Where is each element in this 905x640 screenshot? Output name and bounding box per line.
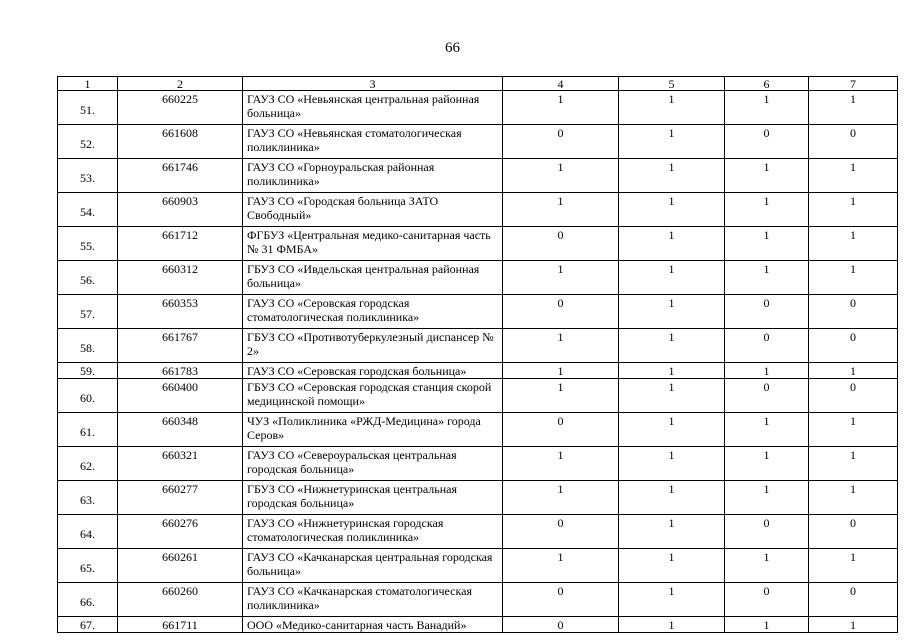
row-value-col4: 0 bbox=[503, 617, 619, 633]
row-number: 53. bbox=[58, 159, 118, 193]
row-organization-name: ГАУЗ СО «Невьянская центральная районная больница» bbox=[243, 91, 503, 125]
row-code: 661783 bbox=[118, 363, 243, 379]
row-value-col5: 1 bbox=[619, 295, 725, 329]
table-row bbox=[58, 481, 898, 515]
row-value-col4: 0 bbox=[503, 583, 619, 617]
row-value-col5: 1 bbox=[619, 159, 725, 193]
row-value-col4: 1 bbox=[503, 261, 619, 295]
row-organization-name: ООО «Медико-санитарная часть Ванадий» bbox=[243, 617, 503, 633]
table-row bbox=[58, 91, 898, 125]
row-code: 661746 bbox=[118, 159, 243, 193]
row-code: 660353 bbox=[118, 295, 243, 329]
row-value-col4: 1 bbox=[503, 549, 619, 583]
row-value-col7: 0 bbox=[809, 515, 898, 549]
row-value-col4: 1 bbox=[503, 159, 619, 193]
row-code: 661608 bbox=[118, 125, 243, 159]
row-value-col7: 1 bbox=[809, 617, 898, 633]
row-value-col5: 1 bbox=[619, 549, 725, 583]
row-value-col5: 1 bbox=[619, 363, 725, 379]
row-value-col5: 1 bbox=[619, 261, 725, 295]
row-value-col5: 1 bbox=[619, 125, 725, 159]
row-value-col7: 1 bbox=[809, 261, 898, 295]
column-header: 1 bbox=[58, 77, 118, 91]
row-number: 60. bbox=[58, 379, 118, 413]
row-code: 661711 bbox=[118, 617, 243, 633]
row-code: 660225 bbox=[118, 91, 243, 125]
row-value-col5: 1 bbox=[619, 329, 725, 363]
row-value-col4: 0 bbox=[503, 295, 619, 329]
row-organization-name: ГАУЗ СО «Горноуральская районная поликлиника» bbox=[243, 159, 503, 193]
row-value-col4: 1 bbox=[503, 363, 619, 379]
row-number: 67. bbox=[58, 617, 118, 633]
row-value-col5: 1 bbox=[619, 583, 725, 617]
table-row bbox=[58, 193, 898, 227]
row-organization-name: ГАУЗ СО «Североуральская центральная городская больница» bbox=[243, 447, 503, 481]
row-value-col5: 1 bbox=[619, 379, 725, 413]
row-organization-name: ГАУЗ СО «Городская больница ЗАТО Свободный» bbox=[243, 193, 503, 227]
row-value-col6: 1 bbox=[725, 617, 809, 633]
row-value-col5: 1 bbox=[619, 617, 725, 633]
row-organization-name: ФГБУЗ «Центральная медико-санитарная часть № 31 ФМБА» bbox=[243, 227, 503, 261]
row-value-col6: 1 bbox=[725, 481, 809, 515]
row-value-col7: 1 bbox=[809, 481, 898, 515]
row-code: 660312 bbox=[118, 261, 243, 295]
row-value-col7: 1 bbox=[809, 159, 898, 193]
table-row bbox=[58, 447, 898, 481]
row-value-col4: 1 bbox=[503, 91, 619, 125]
column-header: 5 bbox=[619, 77, 725, 91]
row-value-col6: 1 bbox=[725, 363, 809, 379]
row-value-col5: 1 bbox=[619, 91, 725, 125]
row-organization-name: ЧУЗ «Поликлиника «РЖД-Медицина» города Серов» bbox=[243, 413, 503, 447]
row-value-col6: 1 bbox=[725, 193, 809, 227]
row-number: 52. bbox=[58, 125, 118, 159]
table-row bbox=[58, 617, 898, 633]
row-value-col6: 0 bbox=[725, 295, 809, 329]
row-value-col4: 1 bbox=[503, 481, 619, 515]
row-organization-name: ГАУЗ СО «Качканарская центральная городская больница» bbox=[243, 549, 503, 583]
row-organization-name: ГБУЗ СО «Нижнетуринская центральная городская больница» bbox=[243, 481, 503, 515]
table-row bbox=[58, 515, 898, 549]
row-value-col7: 1 bbox=[809, 91, 898, 125]
row-value-col7: 0 bbox=[809, 379, 898, 413]
table-row bbox=[58, 125, 898, 159]
row-value-col7: 0 bbox=[809, 295, 898, 329]
row-value-col7: 0 bbox=[809, 329, 898, 363]
row-value-col6: 1 bbox=[725, 91, 809, 125]
row-value-col6: 0 bbox=[725, 329, 809, 363]
table-row bbox=[58, 159, 898, 193]
row-value-col6: 1 bbox=[725, 413, 809, 447]
row-number: 54. bbox=[58, 193, 118, 227]
row-value-col6: 1 bbox=[725, 159, 809, 193]
table-row bbox=[58, 549, 898, 583]
row-value-col4: 0 bbox=[503, 413, 619, 447]
table-row bbox=[58, 329, 898, 363]
row-organization-name: ГАУЗ СО «Серовская городская больница» bbox=[243, 363, 503, 379]
table-row bbox=[58, 413, 898, 447]
row-value-col6: 1 bbox=[725, 261, 809, 295]
row-number: 59. bbox=[58, 363, 118, 379]
row-value-col7: 0 bbox=[809, 125, 898, 159]
table-header-row bbox=[58, 77, 898, 91]
row-value-col4: 1 bbox=[503, 329, 619, 363]
row-value-col4: 1 bbox=[503, 379, 619, 413]
row-number: 57. bbox=[58, 295, 118, 329]
row-value-col7: 0 bbox=[809, 583, 898, 617]
row-value-col5: 1 bbox=[619, 515, 725, 549]
table-row bbox=[58, 261, 898, 295]
row-code: 660277 bbox=[118, 481, 243, 515]
row-number: 61. bbox=[58, 413, 118, 447]
row-code: 660260 bbox=[118, 583, 243, 617]
row-value-col7: 1 bbox=[809, 363, 898, 379]
row-code: 660903 bbox=[118, 193, 243, 227]
row-value-col4: 0 bbox=[503, 515, 619, 549]
row-number: 51. bbox=[58, 91, 118, 125]
table-row bbox=[58, 583, 898, 617]
row-value-col5: 1 bbox=[619, 227, 725, 261]
row-number: 56. bbox=[58, 261, 118, 295]
column-header: 2 bbox=[118, 77, 243, 91]
row-number: 63. bbox=[58, 481, 118, 515]
row-value-col7: 1 bbox=[809, 447, 898, 481]
row-value-col6: 0 bbox=[725, 379, 809, 413]
column-header: 4 bbox=[503, 77, 619, 91]
row-value-col4: 1 bbox=[503, 193, 619, 227]
row-value-col6: 0 bbox=[725, 583, 809, 617]
row-value-col7: 1 bbox=[809, 193, 898, 227]
row-value-col6: 1 bbox=[725, 227, 809, 261]
row-organization-name: ГАУЗ СО «Серовская городская стоматологическая поликлиника» bbox=[243, 295, 503, 329]
organizations-table bbox=[57, 76, 898, 633]
page-number: 66 bbox=[445, 40, 460, 56]
table-row bbox=[58, 379, 898, 413]
row-value-col6: 0 bbox=[725, 125, 809, 159]
row-organization-name: ГАУЗ СО «Невьянская стоматологическая поликлиника» bbox=[243, 125, 503, 159]
table-row bbox=[58, 295, 898, 329]
row-value-col5: 1 bbox=[619, 447, 725, 481]
row-value-col5: 1 bbox=[619, 481, 725, 515]
row-value-col7: 1 bbox=[809, 227, 898, 261]
column-header: 6 bbox=[725, 77, 809, 91]
row-code: 660348 bbox=[118, 413, 243, 447]
row-value-col4: 0 bbox=[503, 227, 619, 261]
row-value-col6: 0 bbox=[725, 515, 809, 549]
row-number: 62. bbox=[58, 447, 118, 481]
column-header: 7 bbox=[809, 77, 898, 91]
row-value-col5: 1 bbox=[619, 193, 725, 227]
row-number: 66. bbox=[58, 583, 118, 617]
row-number: 64. bbox=[58, 515, 118, 549]
row-organization-name: ГБУЗ СО «Ивдельская центральная районная больница» bbox=[243, 261, 503, 295]
row-code: 660321 bbox=[118, 447, 243, 481]
row-value-col4: 0 bbox=[503, 125, 619, 159]
row-value-col6: 1 bbox=[725, 447, 809, 481]
row-code: 660400 bbox=[118, 379, 243, 413]
row-code: 661767 bbox=[118, 329, 243, 363]
row-number: 58. bbox=[58, 329, 118, 363]
row-number: 55. bbox=[58, 227, 118, 261]
table-row bbox=[58, 227, 898, 261]
row-organization-name: ГАУЗ СО «Качканарская стоматологическая поликлиника» bbox=[243, 583, 503, 617]
row-value-col4: 1 bbox=[503, 447, 619, 481]
row-code: 661712 bbox=[118, 227, 243, 261]
row-number: 65. bbox=[58, 549, 118, 583]
row-organization-name: ГБУЗ СО «Противотуберкулезный диспансер № 2» bbox=[243, 329, 503, 363]
column-header: 3 bbox=[243, 77, 503, 91]
row-value-col7: 1 bbox=[809, 549, 898, 583]
row-code: 660276 bbox=[118, 515, 243, 549]
row-organization-name: ГБУЗ СО «Серовская городская станция скорой медицинской помощи» bbox=[243, 379, 503, 413]
row-value-col6: 1 bbox=[725, 549, 809, 583]
row-value-col5: 1 bbox=[619, 413, 725, 447]
table-row bbox=[58, 363, 898, 379]
row-organization-name: ГАУЗ СО «Нижнетуринская городская стоматологическая поликлиника» bbox=[243, 515, 503, 549]
row-code: 660261 bbox=[118, 549, 243, 583]
row-value-col7: 1 bbox=[809, 413, 898, 447]
